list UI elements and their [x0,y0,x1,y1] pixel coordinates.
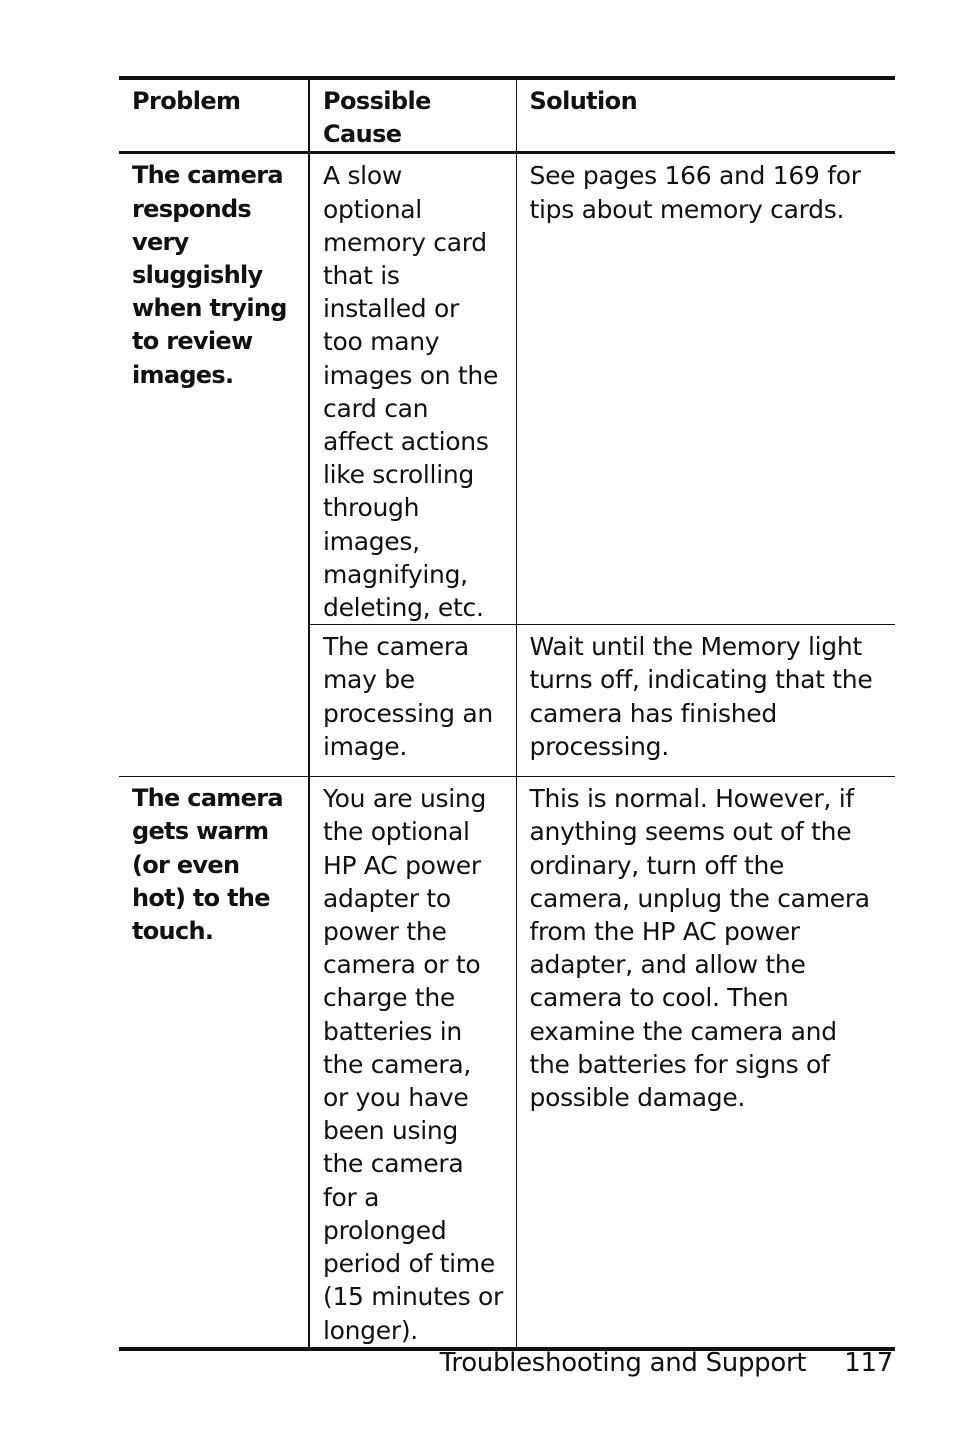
header-possible-cause: Possible Cause [309,78,516,153]
footer-section-title: Troubleshooting and Support [439,1348,807,1378]
cause-cell: You are using the optional HP AC power adapter to power the camera or to charge the batteries in the camera, or you have been using the camera for a prolonged period of time (15 minutes or longer). [309,777,516,1349]
page-footer [440,1348,893,1378]
header-problem: Problem [119,78,309,153]
solution-cell: This is normal. However, if anything seems out of the ordinary, turn off the camera, unplug the camera from the HP AC power adapter, and allow the camera to cool. Then examine the camera and the batteries for signs of possible damage. [516,777,895,1349]
troubleshooting-table [119,76,895,1351]
table-header-row [119,78,895,153]
problem-cell: The camera responds very sluggishly when trying to review images. [119,153,309,777]
problem-cell: The camera gets warm (or even hot) to the touch. [119,777,309,1349]
table-row [119,777,895,1349]
page-number: 117 [844,1348,893,1378]
solution-cell: Wait until the Memory light turns off, indicating that the camera has finished processing. [516,625,895,777]
table-row [119,153,895,625]
header-solution: Solution [516,78,895,153]
cause-cell: A slow optional memory card that is installed or too many images on the card can affect actions like scrolling through images, magnifying, deleting, etc. [309,153,516,625]
solution-cell: See pages 166 and 169 for tips about memory cards. [529,161,861,224]
cause-cell: The camera may be processing an image. [309,625,516,777]
